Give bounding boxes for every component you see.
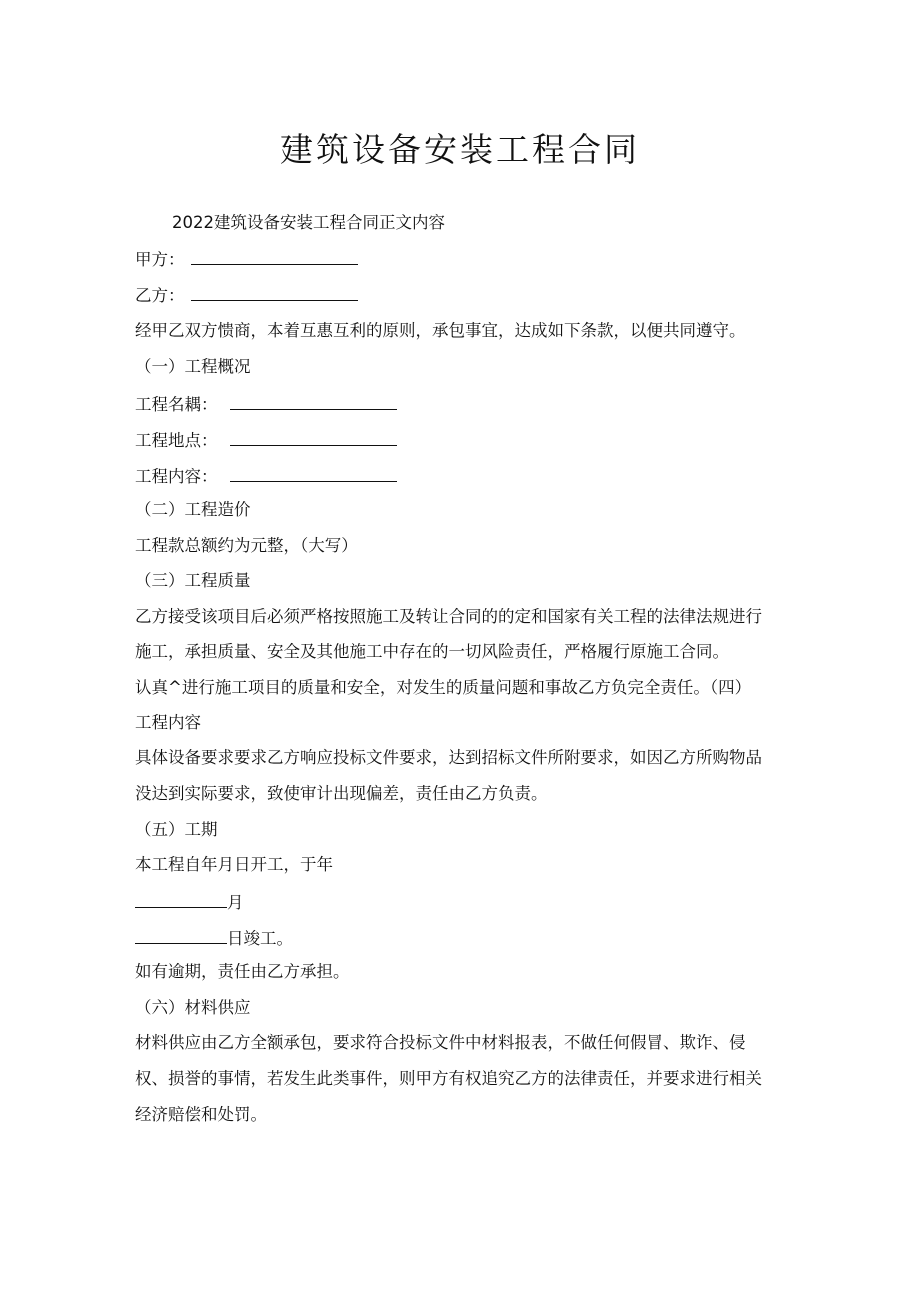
- period-delay: 如有逾期，责任由乙方承担。: [135, 962, 350, 981]
- period-line-1: 本工程自年月日开工，于年: [135, 855, 333, 874]
- quality-line-3: 认真^进行施工项目的质量和安全，对发生的质量问题和事故乙方负完全责任。（四）: [135, 678, 752, 697]
- project-content-label: 工程内容：: [135, 467, 218, 486]
- party-a-line: [135, 246, 795, 272]
- party-a-blank: [191, 246, 358, 265]
- project-location-blank: [230, 427, 397, 446]
- content-line-2: 没达到实际要求，致使审计出现偏差，责任由乙方负责。: [135, 784, 548, 803]
- quality-line-1: 乙方接受该项目后必须严格按照施工及转让合同的的定和国家有关工程的法律法规进行: [135, 607, 762, 626]
- section-3-heading: （三）工程质量: [135, 571, 251, 590]
- period-month-label: 月: [227, 893, 244, 912]
- subtitle: 2022建筑设备安装工程合同正文内容: [172, 213, 445, 232]
- quality-line-2: 施工，承担质量、安全及其他施工中存在的一切风险责任，严格履行原施工合同。: [135, 642, 729, 661]
- period-day-blank: [135, 925, 227, 944]
- party-a-label: 甲方：: [135, 250, 185, 269]
- project-name-label: 工程名耦：: [135, 395, 218, 414]
- content-line-1: 具体设备要求要求乙方响应投标文件要求，达到招标文件所附要求，如因乙方所购物品: [135, 748, 762, 767]
- project-location-line: [135, 427, 795, 453]
- period-day-label: 日竣工。: [227, 929, 293, 948]
- section-6-heading: （六）材料供应: [135, 998, 251, 1017]
- party-b-label: 乙方：: [135, 286, 185, 305]
- section-2-heading: （二）工程造价: [135, 500, 251, 519]
- project-content-line: [135, 463, 795, 489]
- project-name-line: [135, 391, 795, 417]
- supply-line-3: 经济赔偿和处罚。: [135, 1105, 267, 1124]
- party-b-blank: [191, 282, 358, 301]
- project-location-label: 工程地点：: [135, 431, 218, 450]
- period-month-blank: [135, 889, 227, 908]
- section-1-heading: （一）工程概况: [135, 357, 251, 376]
- document-title: 建筑设备安装工程合同: [280, 130, 640, 169]
- supply-line-2: 权、损誉的事情，若发生此类事件，则甲方有权追究乙方的法律责任，并要求进行相关: [135, 1069, 762, 1088]
- project-name-blank: [230, 391, 397, 410]
- period-day-line: [135, 925, 795, 951]
- intro-paragraph: 经甲乙双方愦商，本着互惠互利的原则，承包事宜，达成如下条款，以便共同遵守。: [135, 321, 746, 340]
- section-4-heading: 工程内容: [135, 713, 201, 732]
- price-text: 工程款总额约为元整，（大写）: [135, 536, 358, 555]
- party-b-line: [135, 282, 795, 308]
- period-month-line: [135, 889, 795, 915]
- supply-line-1: 材料供应由乙方全额承包，要求符合投标文件中材料报表，不做任何假冒、欺诈、侵: [135, 1033, 746, 1052]
- section-5-heading: （五）工期: [135, 820, 218, 839]
- project-content-blank: [230, 463, 397, 482]
